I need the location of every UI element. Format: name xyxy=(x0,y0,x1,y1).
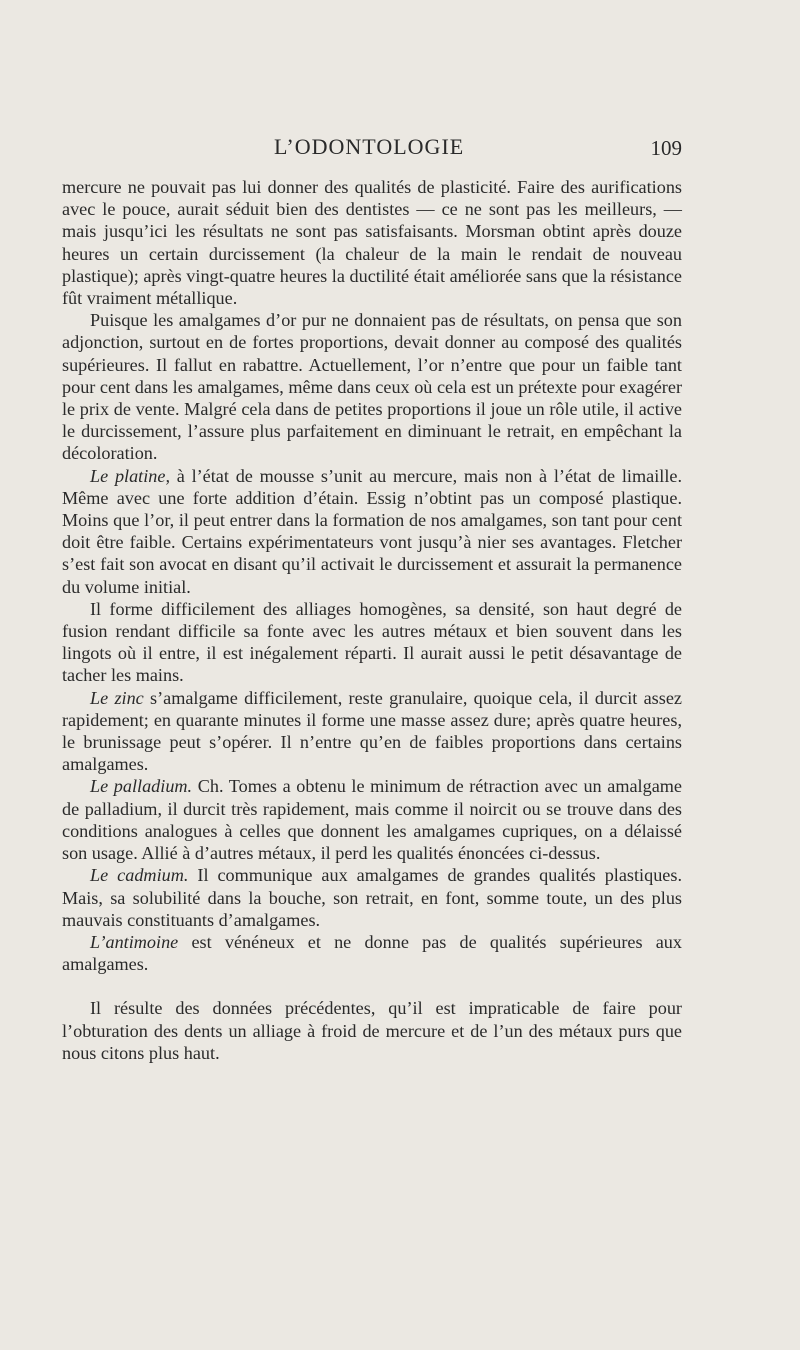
paragraph-lead: Le platine, xyxy=(90,465,170,486)
paragraph xyxy=(62,931,682,975)
paragraph-text: est vénéneux et ne donne pas de qualités supérieures aux amalgames. xyxy=(62,931,682,975)
paragraph xyxy=(62,775,682,864)
paragraph xyxy=(62,465,682,598)
paragraph-text: mercure ne pouvait pas lui donner des qualités de plasticité. Faire des aurifications avec le pouce, aurait séduit bien des dentistes — ce ne sont pas les meilleurs, — mais jusqu’ici les résultats ne sont pas satisfaisants. Morsman obtint après douze heures un certain durcissement (la chaleur de la main le rendait de nouveau plastique); après vingt-quatre heures la ductilité était améliorée sans que la résistance fût vraiment métallique. xyxy=(62,177,682,309)
paragraph xyxy=(62,864,682,931)
paragraph-text: Il communique aux amalgames de grandes qualités plastiques. Mais, sa solubilité dans la bouche, son retrait, en font, somme toute, un des plus mauvais constituants d’amalgames. xyxy=(62,865,682,930)
paragraph xyxy=(62,309,682,464)
body-text xyxy=(62,176,682,1064)
paragraph-text: Puisque les amalgames d’or pur ne donnaient pas de résultats, on pensa que son adjonction, surtout en de fortes proportions, devait donner au composé des qualités supérieures. Il fallut en rabattre. Actuellement, l’or n’entre que pour un faible tant pour cent dans les amalgames, même dans ceux où cela est un prétexte pour exagérer le prix de vente. Malgré cela dans de petites proportions il joue un rôle utile, il active le durcissement, l’assure plus parfaitement en diminuant le retrait, en empêchant la décoloration. xyxy=(62,310,682,464)
page-header xyxy=(62,134,682,164)
paragraph-lead: Le palladium. xyxy=(90,776,193,797)
paragraph xyxy=(62,997,682,1064)
page-number: 109 xyxy=(650,136,682,160)
paragraph-lead: Le zinc xyxy=(90,687,144,708)
running-title: L’ODONTOLOGIE xyxy=(274,134,465,159)
paragraph-text: Il forme difficilement des alliages homogènes, sa densité, son haut degré de fusion rendant difficile sa fonte avec les autres métaux et bien souvent dans les lingots où il entre, il est inégalement réparti. Il aurait aussi le petit désavantage de tacher les mains. xyxy=(62,598,682,686)
paragraph-text: à l’état de mousse s’unit au mercure, mais non à l’état de limaille. Même avec une forte addition d’étain. Essig n’obtint pas un composé plastique. Moins que l’or, il peut entrer dans la formation de nos amalgames, son tant pour cent doit être faible. Certains expérimentateurs vont jusqu’à nier ses avantages. Fletcher s’est fait son avocat en disant qu’il activait le durcissement et assurait la permanence du volume initial. xyxy=(62,465,682,597)
paragraph xyxy=(62,598,682,687)
paragraph-text: Il résulte des données précédentes, qu’il est impraticable de faire pour l’obturation des dents un alliage à froid de mercure et de l’un des métaux purs que nous citons plus haut. xyxy=(62,998,682,1063)
paragraph xyxy=(62,176,682,309)
paragraph-text: s’amalgame difficilement, reste granulaire, quoique cela, il durcit assez rapidement; en quarante minutes il forme une masse assez dure; après quatre heures, le brunissage peut s’opérer. Il n’entre qu’en de faibles proportions dans certains amalgames. xyxy=(62,687,682,775)
paragraph xyxy=(62,687,682,776)
paragraph-lead: Le cadmium. xyxy=(90,865,189,886)
paragraph-lead: L’antimoine xyxy=(90,931,179,952)
paragraph-text: Ch. Tomes a obtenu le minimum de rétraction avec un amalgame de palladium, il durcit très rapidement, mais comme il noircit ou se trouve dans des conditions analogues à celles que donnent les amalgames cupriques, on a délaissé son usage. Allié à d’autres métaux, il perd les qualités énoncées ci-dessus. xyxy=(62,776,682,864)
